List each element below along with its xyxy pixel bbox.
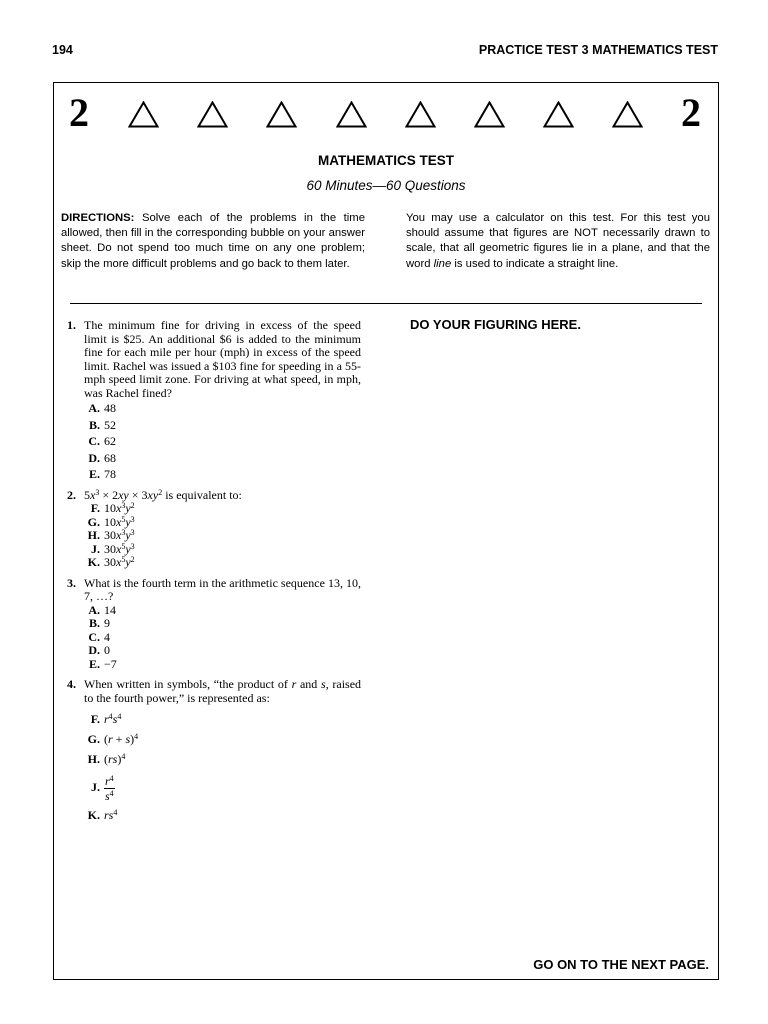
answer-option[interactable]: B. 52 bbox=[88, 417, 116, 432]
triangle-outline-icon bbox=[474, 101, 505, 128]
answer-option[interactable]: G. $(r + s)^4$ bbox=[87, 732, 139, 746]
answer-option[interactable]: K. $30x^5y^2$ bbox=[87, 555, 135, 569]
answer-option[interactable]: H. $30x^3y^3$ bbox=[87, 528, 135, 542]
triangle-outline-icon bbox=[405, 101, 436, 128]
test-page-frame bbox=[53, 82, 719, 980]
directions-label: DIRECTIONS: bbox=[61, 212, 135, 224]
section-banner bbox=[54, 83, 718, 143]
directions-right bbox=[406, 211, 710, 272]
question-stem: The minimum fine for driving in excess of the speed limit is $25. An additional $6 is added to the minimum fine for each mile per hour (mph) in excess of the speed limit. Rachel was issued a $103 fine for speeding in a 55-mph speed limit zone. For driving at what speed, in mph, was Rachel fined? bbox=[84, 318, 361, 400]
calculator-note-end: is used to indicate a straight line. bbox=[454, 257, 619, 270]
triangle-outline-icon bbox=[128, 101, 159, 128]
section-number-left: 2 bbox=[69, 90, 89, 135]
triangle-outline-icon bbox=[266, 101, 297, 128]
page-number: 194 bbox=[52, 43, 73, 57]
answer-option[interactable]: C. 4 bbox=[88, 629, 110, 644]
answer-option[interactable]: K. $rs^4$ bbox=[87, 808, 118, 822]
question-2 bbox=[64, 489, 361, 570]
directions-text: Solve each of the problems in the time allowed, then fill in the corresponding bubble on your answer sheet. Do not spend too much time on any one problem; skip the more difficult problems and go back to them later. bbox=[61, 212, 365, 270]
scratch-area-label: DO YOUR FIGURING HERE. bbox=[410, 317, 581, 332]
answer-option[interactable]: E. 78 bbox=[88, 467, 116, 481]
question-1 bbox=[64, 319, 361, 483]
answer-option[interactable]: F. $10x^3y^2$ bbox=[90, 501, 135, 515]
answer-option[interactable]: E. −7 bbox=[88, 656, 117, 671]
answer-option[interactable]: F. $r^4s^4$ bbox=[90, 712, 122, 726]
question-number: 2. bbox=[67, 487, 76, 502]
triangle-outline-icon bbox=[612, 101, 643, 128]
answer-option[interactable]: A. 14 bbox=[88, 602, 116, 617]
calculator-note: You may use a calculator on this test. For this test you should assume that figures are NOT necessarily drawn to scale, that all geometric figures lie in a plane, and that the word bbox=[406, 212, 710, 270]
answer-option[interactable]: C. 62 bbox=[88, 434, 116, 448]
answer-option[interactable]: D. 68 bbox=[88, 450, 116, 465]
answer-option[interactable]: A. 48 bbox=[88, 401, 116, 415]
question-column bbox=[64, 319, 361, 825]
next-page-note: GO ON TO THE NEXT PAGE. bbox=[533, 957, 709, 972]
triangle-outline-icon bbox=[336, 101, 367, 128]
test-title: MATHEMATICS TEST bbox=[318, 153, 454, 168]
question-stem: What is the fourth term in the arithmetic sequence 13, 10, 7, …? bbox=[84, 575, 361, 603]
question-4 bbox=[64, 678, 361, 825]
answer-option[interactable]: J. $30x^5y^3$ bbox=[91, 541, 135, 556]
running-title: PRACTICE TEST 3 MATHEMATICS TEST bbox=[478, 43, 718, 57]
answer-option[interactable]: J. $\frac{r^4}{s^4}$ bbox=[91, 773, 114, 803]
test-subtitle: 60 Minutes—60 Questions bbox=[306, 178, 466, 193]
running-header bbox=[52, 43, 718, 59]
question-stem: When written in symbols, “the product of r and s, raised to the fourth power,” is represented as: bbox=[84, 677, 362, 705]
question-number: 4. bbox=[67, 677, 76, 691]
question-stem: $5x^3 \times 2xy \times 3xy^2$ is equivalent to: bbox=[84, 487, 242, 502]
triangle-outline-icon bbox=[197, 101, 228, 128]
triangle-outline-icon bbox=[543, 101, 574, 128]
section-number-right: 2 bbox=[681, 90, 701, 135]
question-3 bbox=[64, 577, 361, 672]
answer-option[interactable]: D. 0 bbox=[88, 643, 110, 657]
answer-option[interactable]: H. (rs)$^4$ bbox=[87, 752, 126, 766]
directions-left bbox=[61, 211, 365, 272]
line-word: line bbox=[433, 257, 452, 270]
answer-option[interactable]: B. 9 bbox=[88, 616, 110, 630]
question-number: 1. bbox=[67, 318, 76, 332]
answer-option[interactable]: G. $10x^5y^3$ bbox=[87, 514, 135, 529]
question-number: 3. bbox=[67, 575, 76, 590]
divider-rule bbox=[70, 303, 702, 304]
